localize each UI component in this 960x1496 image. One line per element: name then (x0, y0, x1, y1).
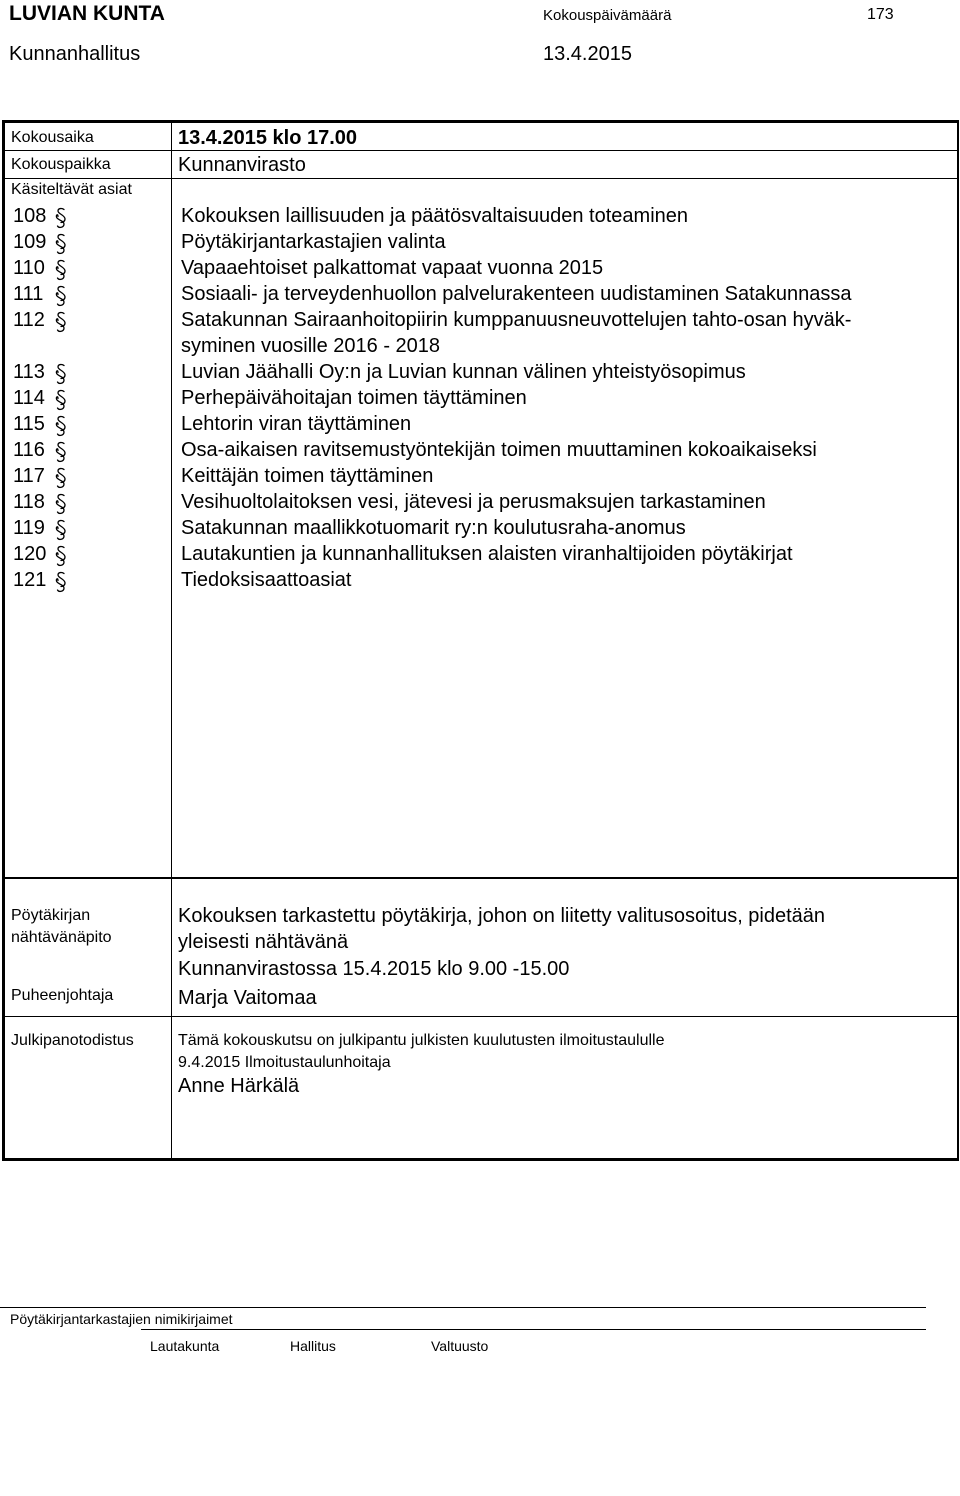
agenda-item-title: Tiedoksisaattoasiat (181, 569, 352, 591)
row-divider (5, 1016, 957, 1017)
section-sign-icon (55, 311, 67, 333)
agenda-item-title: Sosiaali- ja terveydenhuollon palvelurakenteen uudistaminen Satakunnassa (181, 283, 852, 305)
agenda-item-number: 117 (13, 465, 45, 487)
agenda-item-title: Vesihuoltolaitoksen vesi, jätevesi ja perusmaksujen tarkastaminen (181, 491, 766, 513)
viewing-label-1: Pöytäkirjan (11, 907, 91, 924)
signature-top-line (0, 1307, 926, 1308)
viewing-text-line-3: Kunnanvirastossa 15.4.2015 klo 9.00 -15.00 (178, 958, 570, 980)
chair-label: Puheenjohtaja (11, 987, 114, 1004)
column-divider (171, 123, 172, 1158)
section-sign-icon (55, 285, 67, 307)
agenda-item-title: Kokouksen laillisuuden ja päätösvaltaisuuden toteaminen (181, 205, 689, 227)
notice-label: Julkipanotodistus (11, 1032, 134, 1049)
agenda-item-title: Pöytäkirjantarkastajien valinta (181, 231, 446, 253)
agenda-item-number: 121 (13, 569, 47, 591)
meeting-place-label: Kokouspaikka (11, 156, 111, 173)
agenda-item-number: 109 (13, 231, 47, 253)
agenda-item-title: Satakunnan maallikkotuomarit ry:n koulutusraha-anomus (181, 517, 686, 539)
signature-title: Pöytäkirjantarkastajien nimikirjaimet (10, 1311, 233, 1327)
agenda-item-number: 112 (13, 309, 45, 331)
viewing-text-line-2: yleisesti nähtävänä (178, 931, 349, 953)
agenda-item-title: syminen vuosille 2016 - 2018 (181, 335, 441, 357)
agenda-frame (2, 120, 959, 1161)
agenda-item-title: Luvian Jäähalli Oy:n ja Luvian kunnan välinen yhteistyösopimus (181, 361, 746, 383)
meeting-date: 13.4.2015 (543, 43, 632, 65)
organization-name: LUVIAN KUNTA (9, 2, 165, 25)
agenda-item-number: 110 (13, 257, 45, 279)
signature-council: Valtuusto (431, 1338, 489, 1354)
agenda-item-title: Lautakuntien ja kunnanhallituksen alaisten viranhaltijoiden pöytäkirjat (181, 543, 793, 565)
signature-sub-line (141, 1329, 926, 1330)
meeting-date-label: Kokouspäivämäärä (543, 7, 672, 24)
section-divider (5, 877, 957, 879)
page-number: 173 (867, 6, 894, 23)
notice-text-line-1: Tämä kokouskutsu on julkipantu julkisten kuulutusten ilmoitustaululle (178, 1032, 665, 1049)
section-sign-icon (55, 389, 67, 411)
meeting-time-label: Kokousaika (11, 129, 94, 146)
agenda-items-label: Käsiteltävät asiat (11, 181, 132, 198)
agenda-item-number: 120 (13, 543, 47, 565)
section-sign-icon (55, 363, 67, 385)
section-sign-icon (55, 545, 67, 567)
agenda-item-title: Perhepäivähoitajan toimen täyttäminen (181, 387, 527, 409)
agenda-item-number: 108 (13, 205, 47, 227)
meeting-time-value: 13.4.2015 klo 17.00 (178, 127, 358, 149)
agenda-item-number: 111 (13, 283, 44, 305)
section-sign-icon (55, 571, 67, 593)
section-sign-icon (55, 415, 67, 437)
section-sign-icon (55, 441, 67, 463)
notice-text-line-2: 9.4.2015 Ilmoitustaulunhoitaja (178, 1054, 391, 1071)
agenda-item-number: 115 (13, 413, 45, 435)
meeting-place-value: Kunnanvirasto (178, 154, 306, 176)
notice-officer-name: Anne Härkälä (178, 1075, 300, 1097)
signature-committee: Lautakunta (150, 1338, 220, 1354)
agenda-item-title: Osa-aikaisen ravitsemustyöntekijän toimen muuttaminen kokoaikaiseksi (181, 439, 817, 461)
governing-body-name: Kunnanhallitus (9, 43, 141, 65)
section-sign-icon (55, 467, 67, 489)
agenda-item-title: Vapaaehtoiset palkattomat vapaat vuonna 2015 (181, 257, 604, 279)
agenda-item-number: 113 (13, 361, 45, 383)
section-sign-icon (55, 233, 67, 255)
agenda-item-title: Satakunnan Sairaanhoitopiirin kumppanuusneuvottelujen tahto-osan hyväk- (181, 309, 852, 331)
chair-name: Marja Vaitomaa (178, 987, 317, 1009)
agenda-item-title: Keittäjän toimen täyttäminen (181, 465, 434, 487)
row-divider (5, 178, 957, 179)
viewing-text-line-1: Kokouksen tarkastettu pöytäkirja, johon on liitetty valitusosoitus, pidetään (178, 905, 826, 927)
section-sign-icon (55, 207, 67, 229)
row-divider (5, 150, 957, 151)
agenda-item-number: 118 (13, 491, 45, 513)
agenda-item-number: 114 (13, 387, 45, 409)
agenda-item-number: 116 (13, 439, 45, 461)
section-sign-icon (55, 493, 67, 515)
viewing-label-2: nähtävänäpito (11, 929, 112, 946)
signature-board: Hallitus (290, 1338, 336, 1354)
section-sign-icon (55, 519, 67, 541)
section-sign-icon (55, 259, 67, 281)
agenda-item-title: Lehtorin viran täyttäminen (181, 413, 412, 435)
agenda-item-number: 119 (13, 517, 45, 539)
